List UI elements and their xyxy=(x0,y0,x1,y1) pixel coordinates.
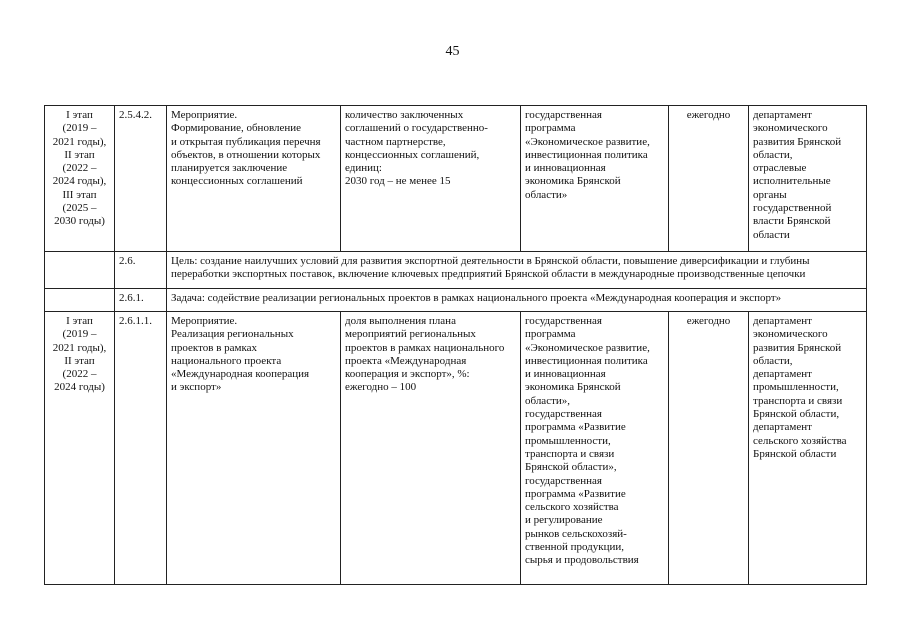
executor-cell: департамент экономического развития Брянской области, отраслевые исполнительные органы государственной власти Брянской области xyxy=(749,106,867,252)
item-number-cell: 2.6.1. xyxy=(115,289,167,312)
task-cell: Задача: содействие реализации региональных проектов в рамках национального проекта «Международная кооперация и экспорт» xyxy=(167,289,867,312)
stage-cell: I этап (2019 – 2021 годы), II этап (2022 – 2024 годы) xyxy=(45,312,115,585)
program-cell: государственная программа «Экономическое развитие, инвестиционная политика и инновационная экономика Брянской области» xyxy=(521,106,669,252)
program-cell: государственная программа «Экономическое развитие, инвестиционная политика и инновационная экономика Брянской области», государственная программа «Развитие промышленности, транспорта и связи Брянской области», государственная программа «Развитие сельского хозяйства и регулирование рынков сельскохозяй- ственной продукции, сырья и продовольствия xyxy=(521,312,669,585)
measure-cell: Мероприятие. Реализация региональных проектов в рамках национального проекта «Международная кооперация и экспорт» xyxy=(167,312,341,585)
period-cell: ежегодно xyxy=(669,106,749,252)
item-number-cell: 2.5.4.2. xyxy=(115,106,167,252)
table-row xyxy=(45,106,867,252)
executor-cell: департамент экономического развития Брянской области, департамент промышленности, транспорта и связи Брянской области, департамент сельского хозяйства Брянской области xyxy=(749,312,867,585)
stage-cell xyxy=(45,289,115,312)
item-number-cell: 2.6.1.1. xyxy=(115,312,167,585)
stage-cell: I этап (2019 – 2021 годы), II этап (2022 – 2024 годы), III этап (2025 – 2030 годы) xyxy=(45,106,115,252)
table-row xyxy=(45,312,867,585)
item-number-cell: 2.6. xyxy=(115,252,167,289)
stage-cell xyxy=(45,252,115,289)
measure-cell: Мероприятие. Формирование, обновление и открытая публикация перечня объектов, в отношении которых планируется заключение концессионных соглашений xyxy=(167,106,341,252)
indicator-cell: доля выполнения плана мероприятий региональных проектов в рамках национального проекта «Международная кооперация и экспорт», %: ежегодно – 100 xyxy=(341,312,521,585)
indicator-cell: количество заключенных соглашений о государственно- частном партнерстве, концессионных соглашений, единиц: 2030 год – не менее 15 xyxy=(341,106,521,252)
page-number: 45 xyxy=(445,44,460,59)
goal-cell: Цель: создание наилучших условий для развития экспортной деятельности в Брянской области, повышение диверсификации и глубины переработки экспортных поставок, включение ключевых предприятий Брянской области в международные производственные цепочки xyxy=(167,252,867,289)
program-table xyxy=(44,105,867,585)
table-row xyxy=(45,289,867,312)
table-row xyxy=(45,252,867,289)
period-cell: ежегодно xyxy=(669,312,749,585)
